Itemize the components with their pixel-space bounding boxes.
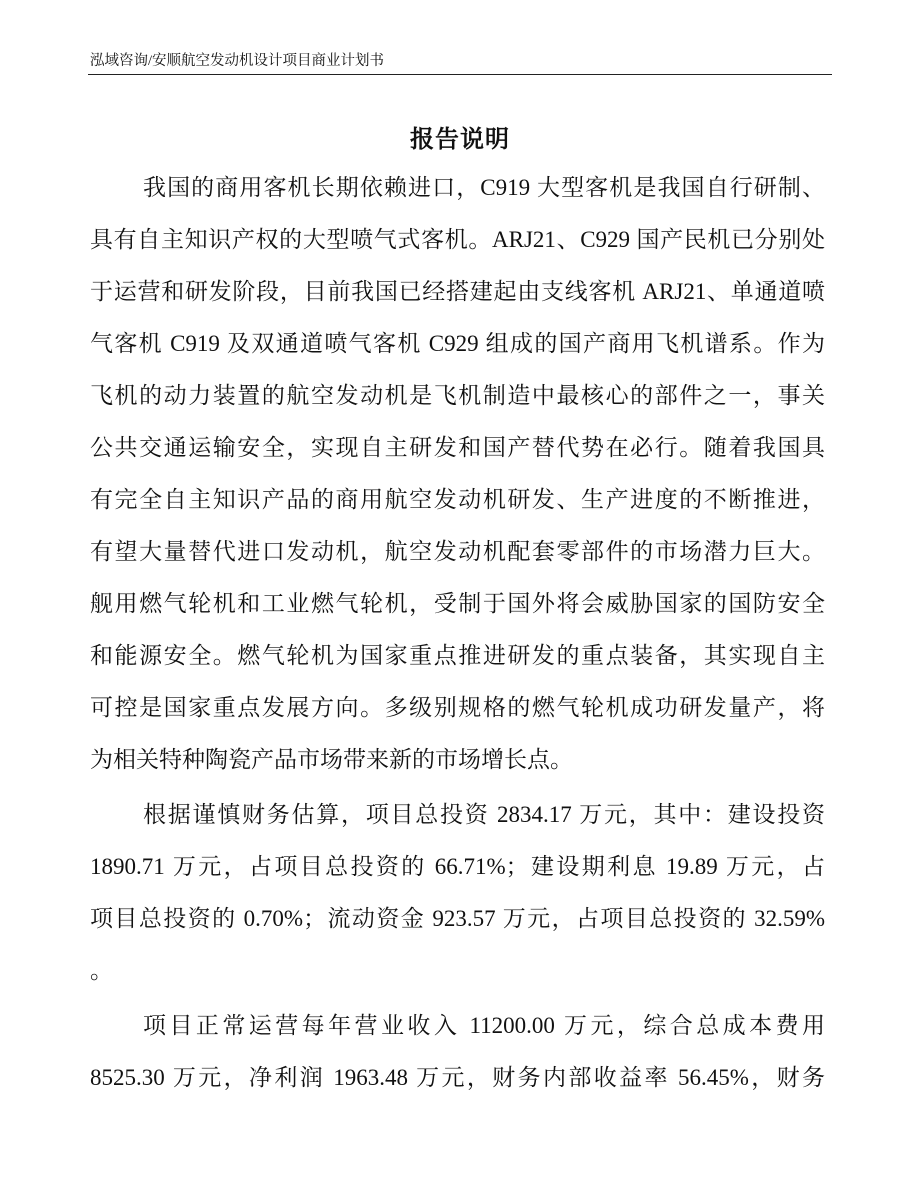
body-text-line: 舰用燃气轮机和工业燃气轮机，受制于国外将会威胁国家的国防安全: [90, 591, 825, 616]
body-text-line: 。: [90, 958, 113, 983]
body-text-line: 可控是国家重点发展方向。多级别规格的燃气轮机成功研发量产，将: [90, 695, 825, 720]
body-text-line: 为相关特种陶瓷产品市场带来新的市场增长点。: [90, 747, 573, 772]
header-divider: [88, 74, 832, 75]
body-text-line: 飞机的动力装置的航空发动机是飞机制造中最核心的部件之一，事关: [90, 383, 825, 408]
body-text-line: 项目正常运营每年营业收入 11200.00 万元，综合总成本费用: [143, 1013, 825, 1038]
body-text-line: 我国的商用客机长期依赖进口，C919 大型客机是我国自行研制、: [143, 175, 825, 200]
body-text-line: 公共交通运输安全，实现自主研发和国产替代势在必行。随着我国具: [90, 435, 825, 460]
body-paragraph-2: [90, 789, 825, 997]
body-text-line: 有完全自主知识产品的商用航空发动机研发、生产进度的不断推进，: [90, 487, 825, 512]
document-title: 报告说明: [410, 127, 510, 153]
running-header: 泓域咨询/安顺航空发动机设计项目商业计划书: [90, 53, 385, 69]
body-text-line: 气客机 C919 及双通道喷气客机 C929 组成的国产商用飞机谱系。作为: [90, 331, 825, 356]
body-text-line: 8525.30 万元，净利润 1963.48 万元，财务内部收益率 56.45%，财务: [90, 1065, 825, 1090]
body-text-line: 1890.71 万元，占项目总投资的 66.71%；建设期利息 19.89 万元，占: [90, 854, 825, 879]
body-text-line: 于运营和研发阶段，目前我国已经搭建起由支线客机 ARJ21、单通道喷: [90, 279, 825, 304]
body-text-line: 项目总投资的 0.70%；流动资金 923.57 万元，占项目总投资的 32.59%: [90, 906, 825, 931]
body-text-line: 和能源安全。燃气轮机为国家重点推进研发的重点装备，其实现自主: [90, 643, 825, 668]
body-text-line: 具有自主知识产权的大型喷气式客机。ARJ21、C929 国产民机已分别处: [90, 227, 825, 252]
body-text-line: 根据谨慎财务估算，项目总投资 2834.17 万元，其中：建设投资: [143, 802, 825, 827]
body-text-line: 有望大量替代进口发动机，航空发动机配套零部件的市场潜力巨大。: [90, 539, 825, 564]
body-paragraph-1: [90, 162, 825, 786]
document-body: [90, 162, 825, 1104]
body-paragraph-3: [90, 1000, 825, 1104]
